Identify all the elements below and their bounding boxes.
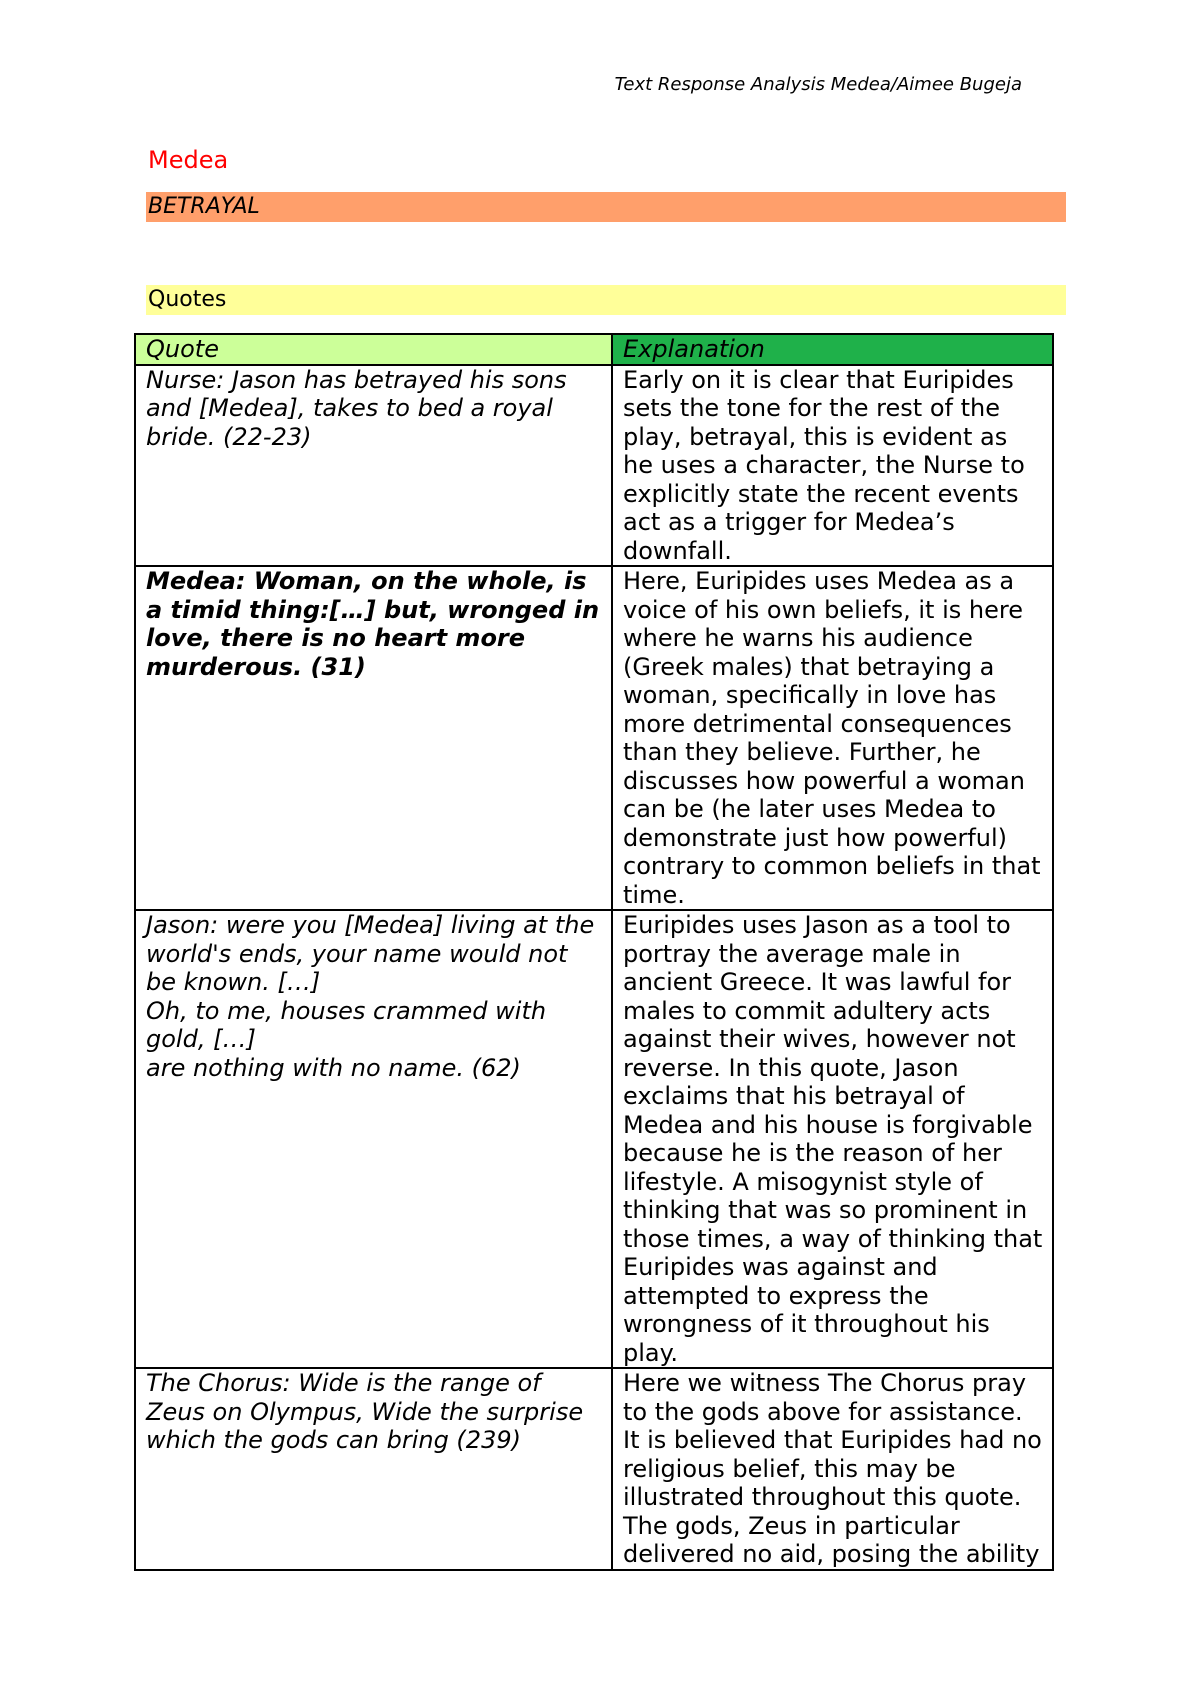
document-title: Medea [148,146,229,174]
table-header-row [135,334,1053,365]
quote-cell: Medea: Woman, on the whole, is a timid thing:[…] but, wronged in love, there is no heart more murderous. (31) [135,566,612,910]
header-quote: Quote [135,334,612,365]
table-row [135,1368,1053,1570]
table-row [135,566,1053,910]
explanation-cell: Here we witness The Chorus pray to the gods above for assistance. It is believed that Euripides had no religious belief, this may be illustrated throughout this quote. The gods, Zeus in particular delivered no aid, posing the ability [612,1368,1053,1570]
explanation-cell: Early on it is clear that Euripides sets the tone for the rest of the play, betrayal, this is evident as he uses a character, the Nurse to explicitly state the recent events act as a trigger for Medea’s downfall. [612,365,1053,567]
table-row [135,365,1053,567]
quote-cell [135,910,612,1368]
quote-line: Jason: were you [Medea] living at the world's ends, your name would not be known. […] [146,911,595,996]
quote-cell: The Chorus: Wide is the range of Zeus on Olympus, Wide the surprise which the gods can bring (239) [135,1368,612,1570]
header-explanation: Explanation [612,334,1053,365]
quote-line: are nothing with no name. (62) [146,1053,521,1082]
theme-heading: BETRAYAL [146,192,1066,222]
explanation-cell: Euripides uses Jason as a tool to portray the average male in ancient Greece. It was lawful for males to commit adultery acts against their wives, however not reverse. In this quote, Jason exclaims that his betrayal of Medea and his house is forgivable because he is the reason of her lifestyle. A misogynist style of thinking that was so prominent in those times, a way of thinking that Euripides was against and attempted to express the wrongness of it throughout his play. [612,910,1053,1368]
table-row [135,910,1053,1368]
quote-line: Oh, to me, houses crammed with gold, […] [146,996,547,1053]
quotes-heading: Quotes [146,285,1066,315]
explanation-cell: Here, Euripides uses Medea as a voice of his own beliefs, it is here where he warns his audience (Greek males) that betraying a woman, specifically in love has more detrimental consequences than they believe. Further, he discusses how powerful a woman can be (he later uses Medea to demonstrate just how powerful) contrary to common beliefs in that time. [612,566,1053,910]
quote-cell: Nurse: Jason has betrayed his sons and [Medea], takes to bed a royal bride. (22-23) [135,365,612,567]
running-header: Text Response Analysis Medea/Aimee Bugeja [614,74,1022,95]
quotes-table [134,333,1054,1571]
